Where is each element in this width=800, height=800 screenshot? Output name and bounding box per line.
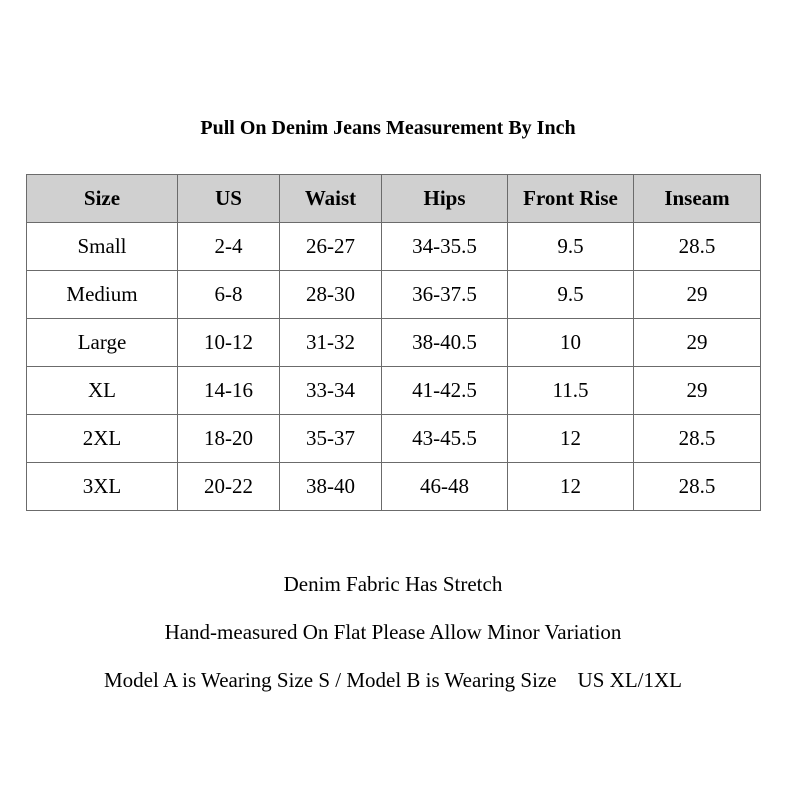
- cell-size: 3XL: [27, 463, 178, 511]
- cell-waist: 31-32: [280, 319, 382, 367]
- column-header-inseam: Inseam: [634, 175, 761, 223]
- cell-size: Medium: [27, 271, 178, 319]
- note-stretch: Denim Fabric Has Stretch: [283, 572, 503, 596]
- column-header-waist: Waist: [280, 175, 382, 223]
- page-title: Pull On Denim Jeans Measurement By Inch: [200, 117, 576, 139]
- column-header-hips: Hips: [382, 175, 508, 223]
- cell-us: 20-22: [178, 463, 280, 511]
- cell-hips: 41-42.5: [382, 367, 508, 415]
- cell-waist: 33-34: [280, 367, 382, 415]
- cell-us: 6-8: [178, 271, 280, 319]
- cell-inseam: 28.5: [634, 463, 761, 511]
- cell-size: Small: [27, 223, 178, 271]
- cell-inseam: 29: [634, 271, 761, 319]
- cell-us: 2-4: [178, 223, 280, 271]
- cell-hips: 36-37.5: [382, 271, 508, 319]
- table-header-row: [27, 175, 761, 223]
- cell-size: 2XL: [27, 415, 178, 463]
- notes-section: [0, 568, 786, 712]
- column-header-us: US: [178, 175, 280, 223]
- cell-front-rise: 9.5: [508, 271, 634, 319]
- cell-hips: 38-40.5: [382, 319, 508, 367]
- cell-inseam: 28.5: [634, 223, 761, 271]
- column-header-front-rise: Front Rise: [508, 175, 634, 223]
- cell-front-rise: 11.5: [508, 367, 634, 415]
- cell-us: 10-12: [178, 319, 280, 367]
- cell-waist: 28-30: [280, 271, 382, 319]
- cell-waist: 38-40: [280, 463, 382, 511]
- cell-hips: 46-48: [382, 463, 508, 511]
- cell-size: XL: [27, 367, 178, 415]
- cell-us: 18-20: [178, 415, 280, 463]
- table-row: [27, 415, 761, 463]
- cell-hips: 34-35.5: [382, 223, 508, 271]
- table-row: [27, 271, 761, 319]
- table-row: [27, 367, 761, 415]
- cell-front-rise: 12: [508, 463, 634, 511]
- cell-front-rise: 12: [508, 415, 634, 463]
- cell-inseam: 29: [634, 319, 761, 367]
- cell-front-rise: 9.5: [508, 223, 634, 271]
- note-measurement: Hand-measured On Flat Please Allow Minor Variation: [164, 620, 622, 644]
- table-row: [27, 319, 761, 367]
- table-row: [27, 223, 761, 271]
- cell-size: Large: [27, 319, 178, 367]
- cell-inseam: 28.5: [634, 415, 761, 463]
- cell-hips: 43-45.5: [382, 415, 508, 463]
- note-model-size: Model A is Wearing Size S / Model B is Wearing Size US XL/1XL: [104, 668, 682, 692]
- cell-waist: 26-27: [280, 223, 382, 271]
- table-row: [27, 463, 761, 511]
- size-chart-table: [26, 174, 761, 511]
- column-header-size: Size: [27, 175, 178, 223]
- cell-us: 14-16: [178, 367, 280, 415]
- cell-front-rise: 10: [508, 319, 634, 367]
- cell-waist: 35-37: [280, 415, 382, 463]
- cell-inseam: 29: [634, 367, 761, 415]
